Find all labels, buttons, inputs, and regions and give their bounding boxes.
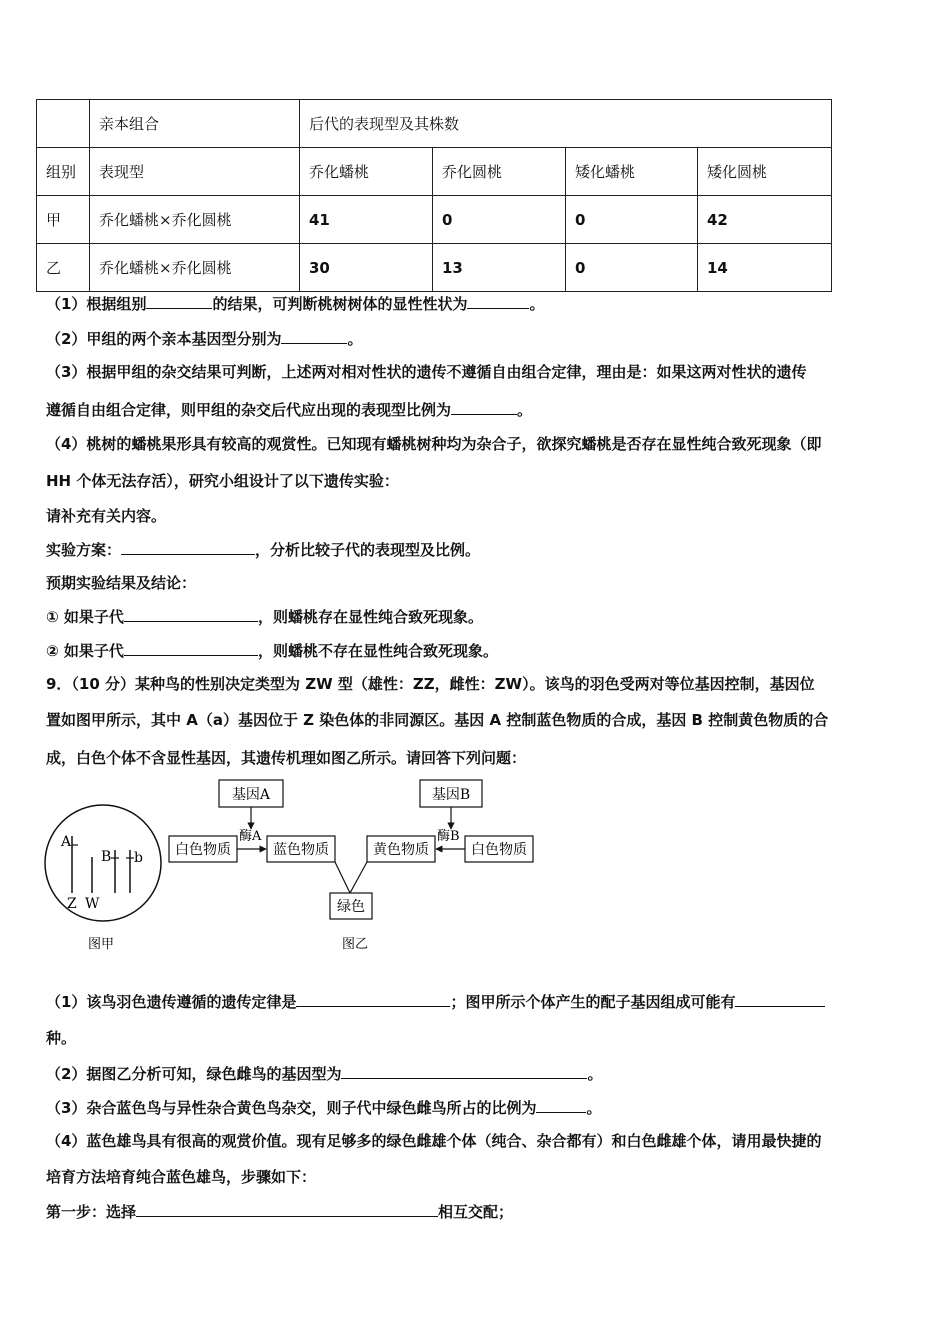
q9-sub4-line2: 培育方法培育纯合蓝色雄鸟，步骤如下： [46,1168,317,1186]
table-cell: 13 [433,244,566,292]
text: ② 如果子代 [46,642,124,660]
text: 相互交配； [438,1203,514,1221]
table-header-cell: 表现型 [90,148,300,196]
q9-stem-line2: 置如图甲所示，其中 A（a）基因位于 Z 染色体的非同源区。基因 A 控制蓝色物质的合成，基因 B 控制黄色物质的合 [46,711,829,729]
text: （1）该鸟羽色遗传遵循的遗传定律是 [46,993,297,1011]
figure-b-pathway [169,780,533,952]
table-header-cell: 矮化蟠桃 [566,148,698,196]
table-cell: 0 [566,244,698,292]
text: 实验方案： [46,541,122,559]
table-cell: 乔化蟠桃×乔化圆桃 [90,196,300,244]
text: 。 [586,1099,602,1117]
text: 。 [347,330,363,348]
table-cell: 乙 [37,244,90,292]
q9-step1 [46,1200,906,1223]
table-header-cell: 组别 [37,148,90,196]
gene-label-A: A [61,834,72,850]
enzyme-b-label: 酶B [437,829,460,844]
answer-blank[interactable] [296,990,450,1007]
table-header-row-2 [37,148,832,196]
cross-results-table [36,99,832,292]
answer-blank[interactable] [536,1096,586,1113]
text: （3）杂合蓝色鸟与异性杂合黄色鸟杂交，则子代中绿色雌鸟所占的比例为 [46,1099,537,1117]
table-row [37,196,832,244]
text: ；图甲所示个体产生的配子基因组成可能有 [450,993,736,1011]
figure-a-cell [45,805,161,952]
enzyme-a-label: 酶A [239,829,262,844]
table-cell: 乔化蟠桃×乔化圆桃 [90,244,300,292]
answer-blank[interactable] [146,292,212,309]
q9-sub1-line2: 种。 [46,1029,77,1047]
text: （2）据图乙分析可知，绿色雌鸟的基因型为 [46,1065,342,1083]
table-header-cell: 亲本组合 [90,100,300,148]
table-cell: 14 [698,244,832,292]
w-label: W [85,896,100,912]
z-label: Z [67,896,77,912]
merge-lines [335,862,367,893]
table-cell: 41 [300,196,433,244]
q9-sub3 [46,1096,906,1119]
table-cell: 甲 [37,196,90,244]
answer-blank[interactable] [281,327,347,344]
answer-blank[interactable] [124,639,258,656]
answer-blank[interactable] [124,605,258,622]
text: ，分析比较子代的表现型及比例。 [255,541,481,559]
table-header-cell: 乔化蟠桃 [300,148,433,196]
text: ，则蟠桃不存在显性纯合致死现象。 [257,642,498,660]
table-row [37,244,832,292]
gene-label-B: B [101,849,112,865]
q8-part4-line1: （4）桃树的蟠桃果形具有较高的观赏性。已知现有蟠桃树种均为杂合子，欲探究蟠桃是否存在显性纯合致死现象（即 [46,435,822,453]
gene-b-label: 基因B [431,787,471,803]
white-substance-label-right: 白色物质 [471,842,527,858]
gene-label-b: b [134,850,143,866]
q8-part4-line3: 请补充有关内容。 [46,507,167,525]
text: ① 如果子代 [46,608,124,626]
answer-blank[interactable] [341,1062,587,1079]
table-header-cell: 后代的表现型及其株数 [300,100,832,148]
table-cell: 42 [698,196,832,244]
answer-blank[interactable] [121,538,255,555]
q8-part4-line2: HH 个体无法存活），研究小组设计了以下遗传实验： [46,472,399,490]
table-cell: 0 [566,196,698,244]
q9-stem-line3: 成，白色个体不含显性基因，其遗传机理如图乙所示。请回答下列问题： [46,749,527,767]
q9-stem-line1: 9．（10 分）某种鸟的性别决定类型为 ZW 型（雄性：ZZ，雌性：ZW）。该鸟的羽色受两对等位基因控制，基因位 [46,675,815,693]
q9-sub2 [46,1062,906,1085]
answer-blank[interactable] [451,398,517,415]
q8-part2 [46,327,906,350]
text: ，则蟠桃存在显性纯合致死现象。 [257,608,483,626]
text: 。 [529,295,545,313]
gene-a-label: 基因A [231,787,271,803]
table-cell: 0 [433,196,566,244]
q8-result-2 [46,639,906,662]
q8-part3-line1: （3）根据甲组的杂交结果可判断，上述两对相对性状的遗传不遵循自由组合定律，理由是：如果这两对性状的遗传 [46,363,807,381]
q8-experiment-plan [46,538,906,561]
table-cell [37,100,90,148]
blue-substance-label: 蓝色物质 [273,842,329,858]
figure-a-caption: 图甲 [88,937,115,952]
yellow-substance-label: 黄色物质 [373,842,429,858]
q8-part3-line2 [46,398,906,421]
text: 。 [517,401,533,419]
text: 第一步：选择 [46,1203,137,1221]
table-cell: 30 [300,244,433,292]
answer-blank[interactable] [136,1200,438,1217]
text: 的结果，可判断桃树树体的显性性状为 [212,295,468,313]
q8-part1 [46,292,906,315]
text: （1）根据组别 [46,295,147,313]
q9-sub4-line1: （4）蓝色雄鸟具有很高的观赏价值。现有足够多的绿色雌雄个体（纯合、杂合都有）和白色雌雄个体，请用最快捷的 [46,1132,822,1150]
text: 。 [587,1065,603,1083]
white-substance-label: 白色物质 [175,842,231,858]
answer-blank[interactable] [467,292,529,309]
text: 遵循自由组合定律，则甲组的杂交后代应出现的表现型比例为 [46,401,452,419]
table-header-row-1 [37,100,832,148]
table-header-cell: 矮化圆桃 [698,148,832,196]
q8-result-1 [46,605,906,628]
text: （2）甲组的两个亲本基因型分别为 [46,330,282,348]
q9-sub1-line1 [46,990,906,1013]
figure-b-caption: 图乙 [342,937,369,952]
table-header-cell: 乔化圆桃 [433,148,566,196]
answer-blank[interactable] [735,990,825,1007]
genetics-figures [40,775,600,965]
q8-expected-results: 预期实验结果及结论： [46,574,197,592]
green-label: 绿色 [337,899,365,915]
